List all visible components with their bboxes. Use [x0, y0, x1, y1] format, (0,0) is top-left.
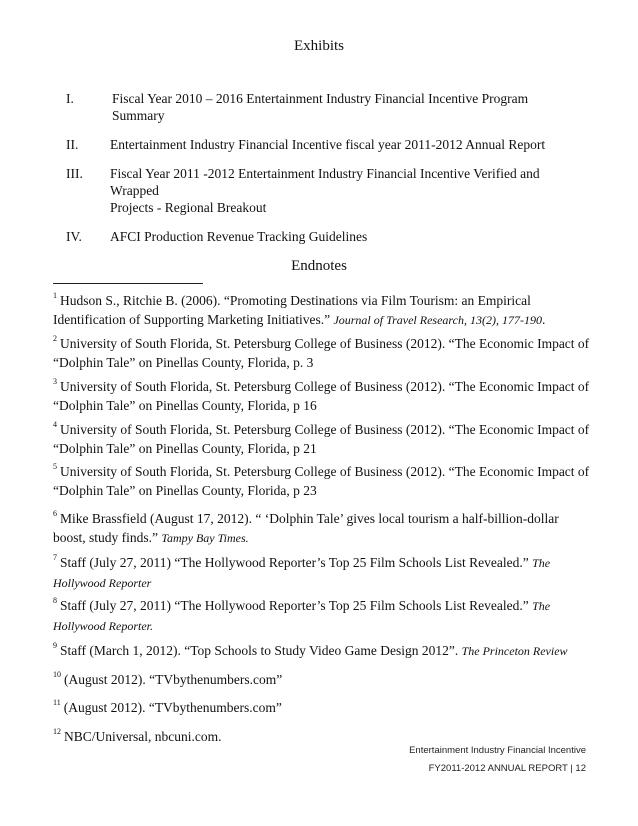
endnote-source: Tampy Bay Times.: [161, 531, 249, 545]
endnote: [53, 291, 593, 330]
exhibit-text: AFCI Production Revenue Tracking Guidelines: [110, 229, 368, 244]
endnote-text: University of South Florida, St. Petersburg College of Business (2012). “The Economic Impact of “Dolphin Tale” on Pinellas County, Florida, p 21: [53, 422, 590, 456]
endnote-number: 2: [53, 333, 57, 343]
endnote-text: Staff (July 27, 2011) “The Hollywood Reporter’s Top 25 Film Schools List Revealed.”: [60, 598, 529, 613]
exhibit-text-line: Fiscal Year 2011 -2012 Entertainment Industry Financial Incentive Verified and Wrapped: [110, 166, 540, 198]
footnote-separator: [53, 283, 203, 284]
endnote-text: NBC/Universal, nbcuni.com.: [64, 729, 222, 744]
endnote: [53, 334, 593, 372]
endnote: [53, 553, 593, 593]
endnote-text: Mike Brassfield (August 17, 2012). “ ‘Dolphin Tale’ gives local tourism a half-billion-dollar boost, study finds.”: [53, 511, 559, 545]
endnote: [53, 377, 593, 415]
endnotes-heading: Endnotes: [291, 258, 347, 274]
exhibit-text: [110, 165, 555, 216]
exhibit-number: I.: [66, 91, 74, 106]
endnote-number: 10: [53, 669, 61, 679]
endnote-text: (August 2012). “TVbythenumbers.com”: [64, 672, 283, 687]
endnote-number: 4: [53, 419, 57, 429]
endnote-number: 5: [53, 461, 57, 471]
endnote: [53, 641, 593, 661]
endnote-number: 8: [53, 595, 57, 605]
endnote-text: (August 2012). “TVbythenumbers.com”: [63, 700, 282, 715]
endnote-number: 1: [53, 290, 57, 300]
exhibit-number: IV.: [66, 229, 82, 244]
endnote-number: 7: [53, 552, 57, 562]
endnote-text: Hudson S., Ritchie B. (2006). “Promoting Destinations via Film Tourism: an Empirical Identification of Supporting Marketing Initiatives.”: [53, 293, 531, 327]
endnote-text: Staff (March 1, 2012). “Top Schools to Study Video Game Design 2012”.: [60, 643, 459, 658]
endnote-source: The Hollywood Reporter: [53, 556, 551, 590]
endnote: [53, 727, 593, 746]
exhibit-text: Fiscal Year 2010 – 2016 Entertainment Industry Financial Incentive Program Summary: [112, 91, 529, 123]
footer-page-label: FY2011-2012 ANNUAL REPORT | 12: [428, 763, 586, 774]
exhibit-number: II.: [66, 137, 79, 152]
endnote-source: The Princeton Review: [461, 644, 568, 658]
endnote: [53, 670, 593, 689]
endnote-source: Journal of Travel Research, 13(2), 177-190: [333, 313, 542, 327]
endnote-text: University of South Florida, St. Petersburg College of Business (2012). “The Economic Impact of “Dolphin Tale” on Pinellas County, Florida, p 23: [53, 464, 590, 498]
endnote-tail: .: [541, 312, 546, 327]
endnote-text: University of South Florida, St. Petersburg College of Business (2012). “The Economic Impact of “Dolphin Tale” on Pinellas County, Florida, p. 3: [53, 336, 590, 370]
endnote-number: 9: [53, 640, 57, 650]
endnote-number: 6: [53, 508, 57, 518]
endnote: [53, 698, 593, 717]
endnote: [53, 420, 593, 458]
endnote: [53, 509, 593, 548]
endnote-source: The Hollywood Reporter.: [53, 599, 551, 633]
endnote: [53, 462, 593, 500]
exhibit-text: Entertainment Industry Financial Incentive fiscal year 2011-2012 Annual Report: [110, 137, 546, 152]
exhibits-heading: Exhibits: [293, 38, 344, 54]
footer-report-title: Entertainment Industry Financial Incentive: [409, 745, 586, 756]
endnote-number: 12: [53, 726, 61, 736]
exhibit-text-line: Projects - Regional Breakout: [110, 200, 267, 215]
endnote: [53, 596, 593, 636]
exhibit-number: III.: [66, 166, 83, 181]
endnote-text: Staff (July 27, 2011) “The Hollywood Reporter’s Top 25 Film Schools List Revealed.”: [60, 555, 529, 570]
endnote-number: 3: [53, 376, 57, 386]
endnote-number: 11: [53, 697, 61, 707]
endnote-text: University of South Florida, St. Petersburg College of Business (2012). “The Economic Impact of “Dolphin Tale” on Pinellas County, Florida, p 16: [53, 379, 590, 413]
